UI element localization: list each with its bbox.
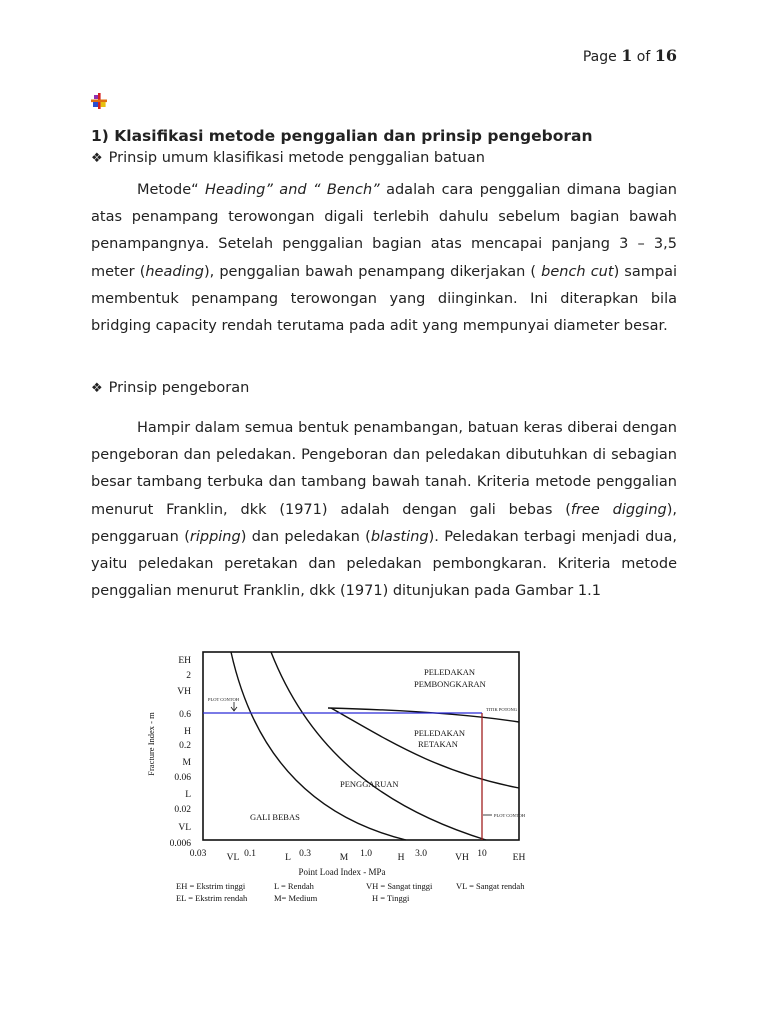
- x-axis-label: Point Load Index - MPa: [298, 867, 386, 877]
- annotation: PLOT CONTOH: [494, 813, 525, 818]
- y-tick: VL: [178, 823, 191, 833]
- legend-entry: VL = Sangat rendah: [456, 881, 525, 891]
- y-tick: 0.02: [174, 805, 191, 815]
- paragraph-heading-bench: Metode“ Heading” and “ Bench” adalah cara penggalian dimana bagian atas penampang terowongan digali terlebih dahulu sebelum bagian bawah penampangnya. Setelah penggalian bagian atas mencapai panjang 3 – 3,5 meter (heading), penggalian bawah penampang dikerjakan ( bench cut) sampai membentuk penampang terowongan yang diinginkan. Ini diterapkan bila bridging capacity rendah terutama pada adit yang mempunyai diameter besar.: [91, 182, 677, 335]
- zone-label: PEMBONGKARAN: [414, 679, 486, 689]
- zone-label: GALI BEBAS: [250, 812, 300, 822]
- diamond-bullet-icon: ❖: [91, 381, 103, 396]
- y-tick: M: [182, 758, 191, 768]
- legend-entry: M= Medium: [274, 893, 318, 903]
- x-tick: 0.3: [299, 849, 311, 859]
- x-tick: L: [285, 853, 291, 863]
- section-heading: 1) Klasifikasi metode penggalian dan prinsip pengeboran: [91, 127, 593, 145]
- legend-entry: L = Rendah: [274, 881, 314, 891]
- legend-entry: EL = Ekstrim rendah: [176, 893, 248, 903]
- y-tick: 0.2: [179, 741, 191, 751]
- zone-label: PENGGARUAN: [340, 779, 399, 789]
- y-tick: 0.006: [169, 839, 191, 849]
- x-tick: H: [397, 853, 405, 863]
- legend-entry: H = Tinggi: [372, 893, 410, 903]
- y-tick: 0.06: [174, 773, 191, 783]
- annotation: PLOT CONTOH: [208, 697, 239, 702]
- legend-entry: VH = Sangat tinggi: [366, 881, 433, 891]
- x-tick: VH: [455, 853, 469, 863]
- y-tick: 0.6: [179, 710, 191, 720]
- bullet-item-pengeboran: ❖ Prinsip pengeboran: [91, 380, 250, 396]
- legend-entry: EH = Ekstrim tinggi: [176, 881, 246, 891]
- y-tick: EH: [178, 656, 191, 666]
- paragraph-pengeboran: Hampir dalam semua bentuk penambangan, batuan keras diberai dengan pengeboran dan peledakan. Pengeboran dan peledakan dibutuhkan di sebagian besar tambang terbuka dan tambang bawah tanah. Kriteria metode penggalian menurut Franklin, dkk (1971) adalah dengan gali bebas (free digging), penggaruan (ripping) dan peledakan (blasting). Peledakan terbagi menjadi dua, yaitu peledakan peretakan dan peledakan pembongkaran. Kriteria metode penggalian menurut Franklin, dkk (1971) ditunjukan pada Gambar 1.1: [91, 420, 678, 600]
- zone-label: PELEDAKAN: [414, 728, 465, 738]
- y-axis-label: Fracture Index - m: [146, 712, 156, 776]
- x-tick: 0.03: [189, 849, 207, 859]
- x-tick: EH: [512, 853, 526, 863]
- x-tick: 3.0: [415, 849, 427, 859]
- zone-label: PELEDAKAN: [424, 667, 475, 677]
- page-number: Page 1 of 16: [582, 46, 677, 65]
- bullet-item-klasifikasi: ❖ Prinsip umum klasifikasi metode penggalian batuan: [91, 150, 485, 166]
- x-tick: VL: [226, 853, 240, 863]
- y-tick: L: [185, 790, 191, 800]
- y-tick: VH: [177, 687, 191, 697]
- franklin-excavation-chart: [146, 644, 541, 906]
- x-tick: 1.0: [360, 849, 372, 859]
- x-tick: 0.1: [244, 849, 256, 859]
- diamond-bullet-icon: ❖: [91, 151, 103, 166]
- y-tick: H: [184, 727, 191, 737]
- zone-label: RETAKAN: [418, 739, 458, 749]
- x-tick: M: [339, 853, 349, 863]
- x-tick: 10: [477, 849, 487, 859]
- y-tick: 2: [186, 671, 191, 681]
- annotation: TITIK POTONG: [486, 707, 518, 712]
- four-color-bullet-icon: [91, 93, 107, 109]
